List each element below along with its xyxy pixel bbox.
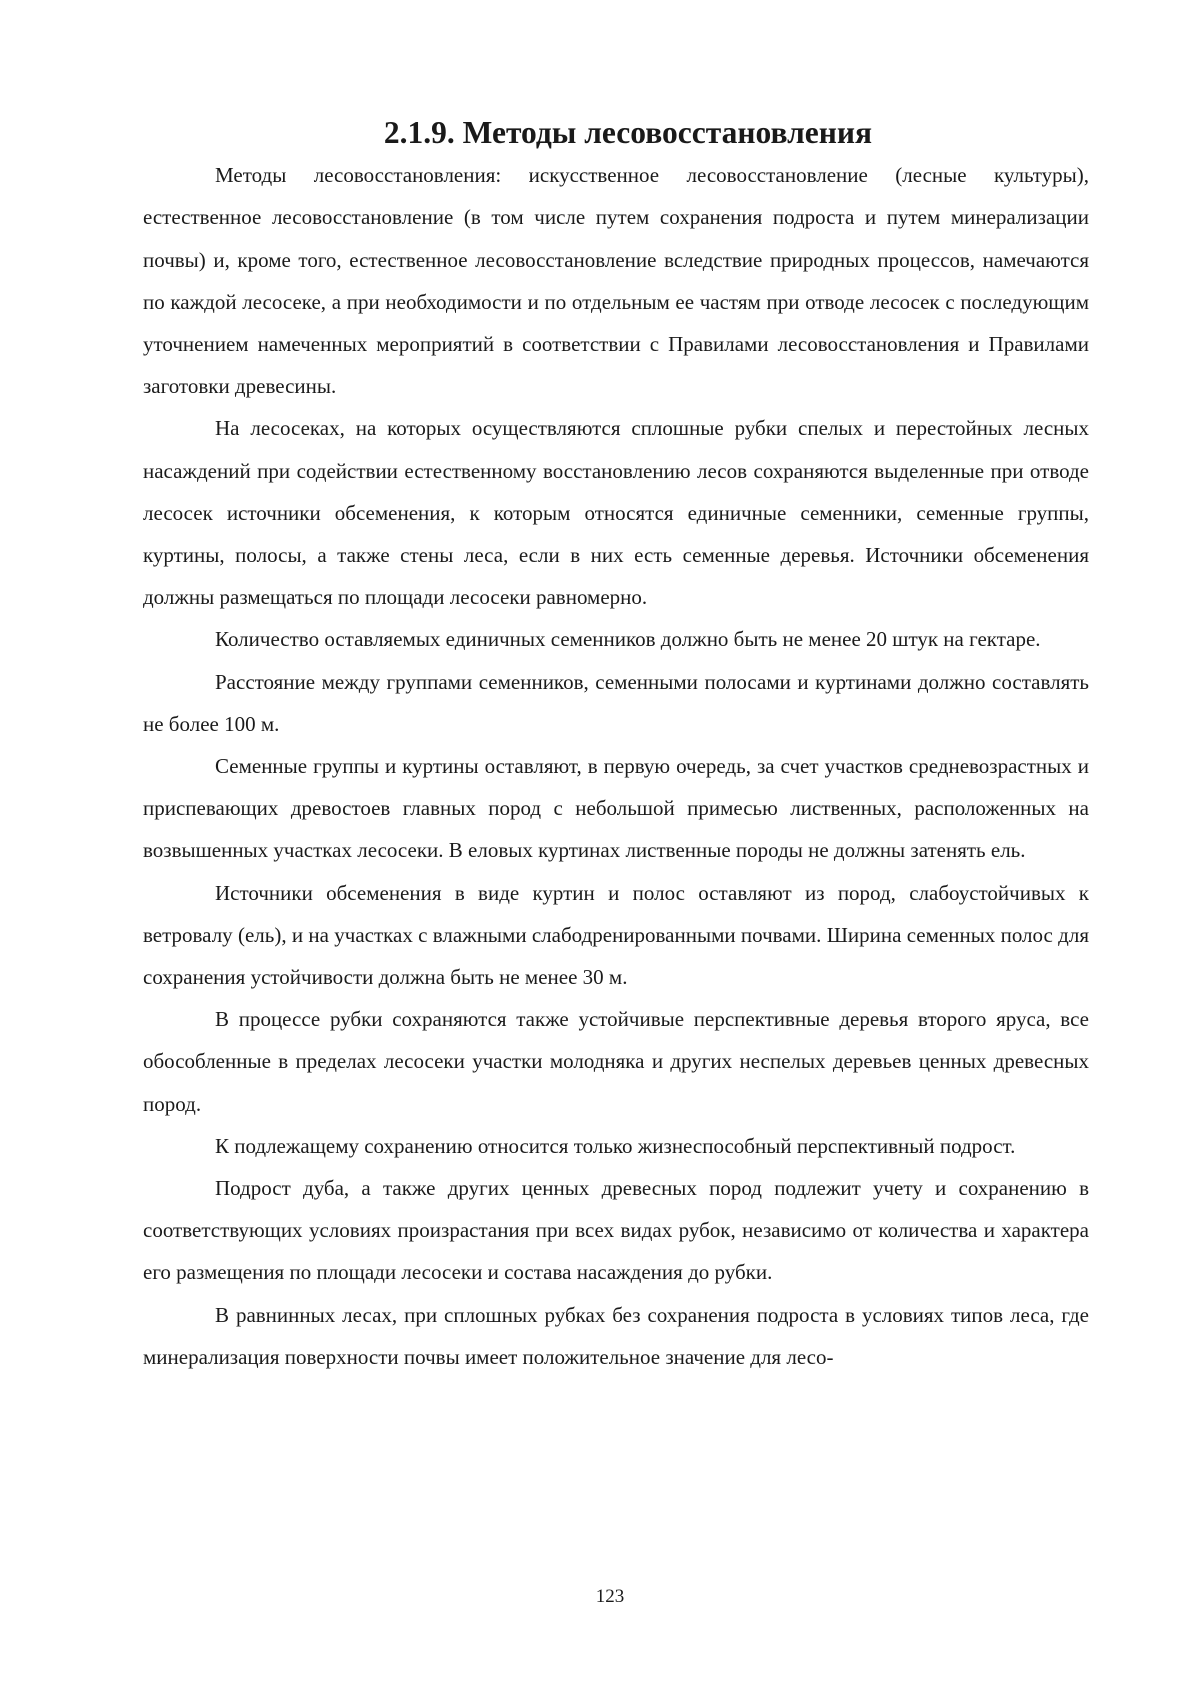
paragraph: Методы лесовосстановления: искусственное лесовосстановление (лесные культуры), естественное лесовосстановление (в том числе путем сохранения подроста и путем минерализации почвы) и, кроме того, естественное лесовосстановление вследствие природных процессов, намечаются по каждой лесосеке, а при необходимости и по отдельным ее частям при отводе лесосек с последующим уточнением намеченных мероприятий в соответствии с Правилами лесовосстановления и Правилами заготовки древесины.: [143, 163, 1089, 399]
paragraph: В процессе рубки сохраняются также устойчивые перспективные деревья второго яруса, все обособленные в пределах лесосеки участки молодняка и других неспелых деревьев ценных древесных пород.: [143, 1007, 1089, 1116]
paragraph: Расстояние между группами семенников, семенными полосами и куртинами должно составлять не более 100 м.: [143, 669, 1089, 736]
paragraph: К подлежащему сохранению относится только жизнеспособный перспективный подрост.: [215, 1133, 1016, 1158]
page-number: 123: [595, 1586, 625, 1607]
paragraph: На лесосеках, на которых осуществляются сплошные рубки спелых и перестойных лесных насаждений при содействии естественному восстановлению лесов сохраняются выделенные при отводе лесосек источники обсеменения, к которым относятся единичные семенники, семенные группы, куртины, полосы, а также стены леса, если в них есть семенные деревья. Источники обсеменения должны размещаться по площади лесосеки равномерно.: [143, 416, 1089, 610]
paragraph: Количество оставляемых единичных семенников должно быть не менее 20 штук на гектаре.: [215, 627, 1041, 652]
paragraph: Семенные группы и куртины оставляют, в первую очередь, за счет участков средневозрастных и приспевающих древостоев главных пород с небольшой примесью лиственных, расположенных на возвышенных участках лесосеки. В еловых куртинах лиственные породы не должны затенять ель.: [143, 754, 1089, 863]
paragraph: Подрост дуба, а также других ценных древесных пород подлежит учету и сохранению в соответствующих условиях произрастания при всех видах рубок, независимо от количества и характера его размещения по площади лесосеки и состава насаждения до рубки.: [143, 1176, 1089, 1285]
page-body: [143, 112, 1089, 1378]
paragraph: Источники обсеменения в виде куртин и полос оставляют из пород, слабоустойчивых к ветровалу (ель), и на участках с влажными слабодренированными почвами. Ширина семенных полос для сохранения устойчивости должна быть не менее 30 м.: [143, 880, 1089, 990]
section-heading: 2.1.9. Методы лесовосстановления: [383, 115, 873, 150]
paragraph: В равнинных лесах, при сплошных рубках без сохранения подроста в условиях типов леса, где минерализация поверхности почвы имеет положительное значение для лесо-: [143, 1302, 1089, 1369]
